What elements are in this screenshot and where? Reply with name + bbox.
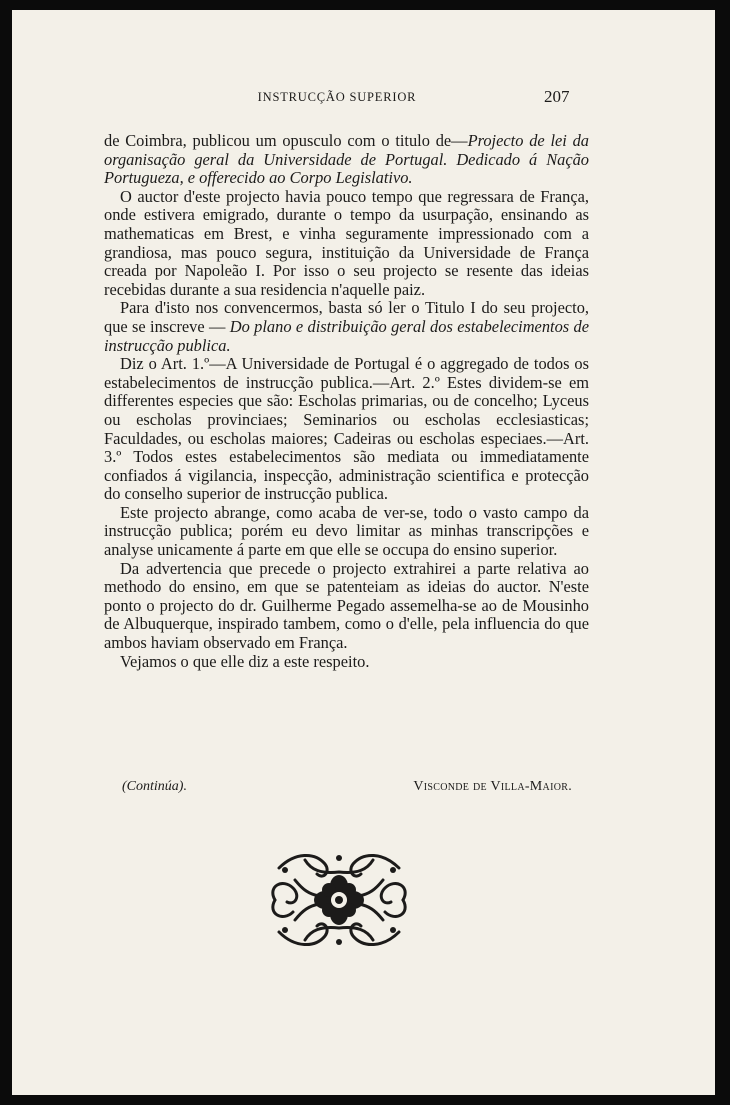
paragraph-3-text: Para d'isto nos convencermos, basta só ler o Titulo I do seu projecto, que se inscreve — — [104, 298, 589, 336]
paragraph-1 — [104, 132, 589, 188]
title-one-heading: Do plano e distribuição geral dos estabelecimentos de instrucção publica. — [104, 316, 589, 355]
paragraph-2: O auctor d'este projecto havia pouco tempo que regressara de França, onde estivera emigrado, durante o tempo da usurpação, ensinando as mathematicas em Brest, e vinha seguramente impressionado com a grandiosa, mas pouco segura, instituição da Universidade de França creada por Napoleão I. Por isso o seu projecto se resente das ideias recebidas durante a sua residencia n'aquelle paiz. — [104, 186, 589, 299]
closing-line — [122, 779, 572, 799]
body-text — [104, 132, 589, 671]
paragraph-3 — [104, 299, 589, 355]
continua-note: (Continúa). — [122, 779, 187, 794]
paragraph-1-text: de Coimbra, publicou um opusculo com o titulo de— — [104, 131, 468, 150]
paragraph-6: Da advertencia que precede o projecto extrahirei a parte relativa ao methodo do ensino, em que se patenteiam as ideias do auctor. N'este ponto o projecto do dr. Guilherme Pegado assemelha-se ao de Mousinho de Albuquerque, inspirado tambem, como o d'elle, pela influencia do que ambos haviam observado em França. — [104, 558, 589, 653]
running-title: INSTRUCÇÃO SUPERIOR — [257, 90, 417, 104]
paragraph-7: Vejamos o que elle diz a este respeito. — [120, 651, 370, 671]
author-signature: Visconde de Villa-Maior. — [413, 779, 572, 794]
page-number: 207 — [544, 87, 570, 106]
paragraph-4: Diz o Art. 1.º—A Universidade de Portugal é o aggregado de todos os estabelecimentos de instrucção publica.—Art. 2.º Estes dividem-se em differentes especies que são: Escholas primarias, ou de concelho; Lyceus ou escholas provinciaes; Seminarios ou escholas ecclesiasticas; Faculdades, ou escholas maiores; Cadeiras ou escholas especiaes.—Art. 3.º Todos estes estabelecimentos são mediata ou immediatamente confiados á vigilancia, inspecção, administração scientifica e protecção do conselho superior de instrucção publica. — [104, 354, 589, 504]
book-page — [12, 10, 715, 1095]
paragraph-5: Este projecto abrange, como acaba de ver-se, todo o vasto campo da instrucção publica; porém eu devo limitar as minhas transcripções e analyse unicamente á parte em que elle se occupa do ensino superior. — [104, 502, 589, 560]
project-title: Projecto de lei da organisação geral da Universidade de Portugal. Dedicado á Nação Portugueza, e offerecido ao Corpo Legislativo. — [104, 131, 590, 188]
page-header — [12, 89, 715, 111]
floral-vignette-icon — [265, 850, 413, 950]
